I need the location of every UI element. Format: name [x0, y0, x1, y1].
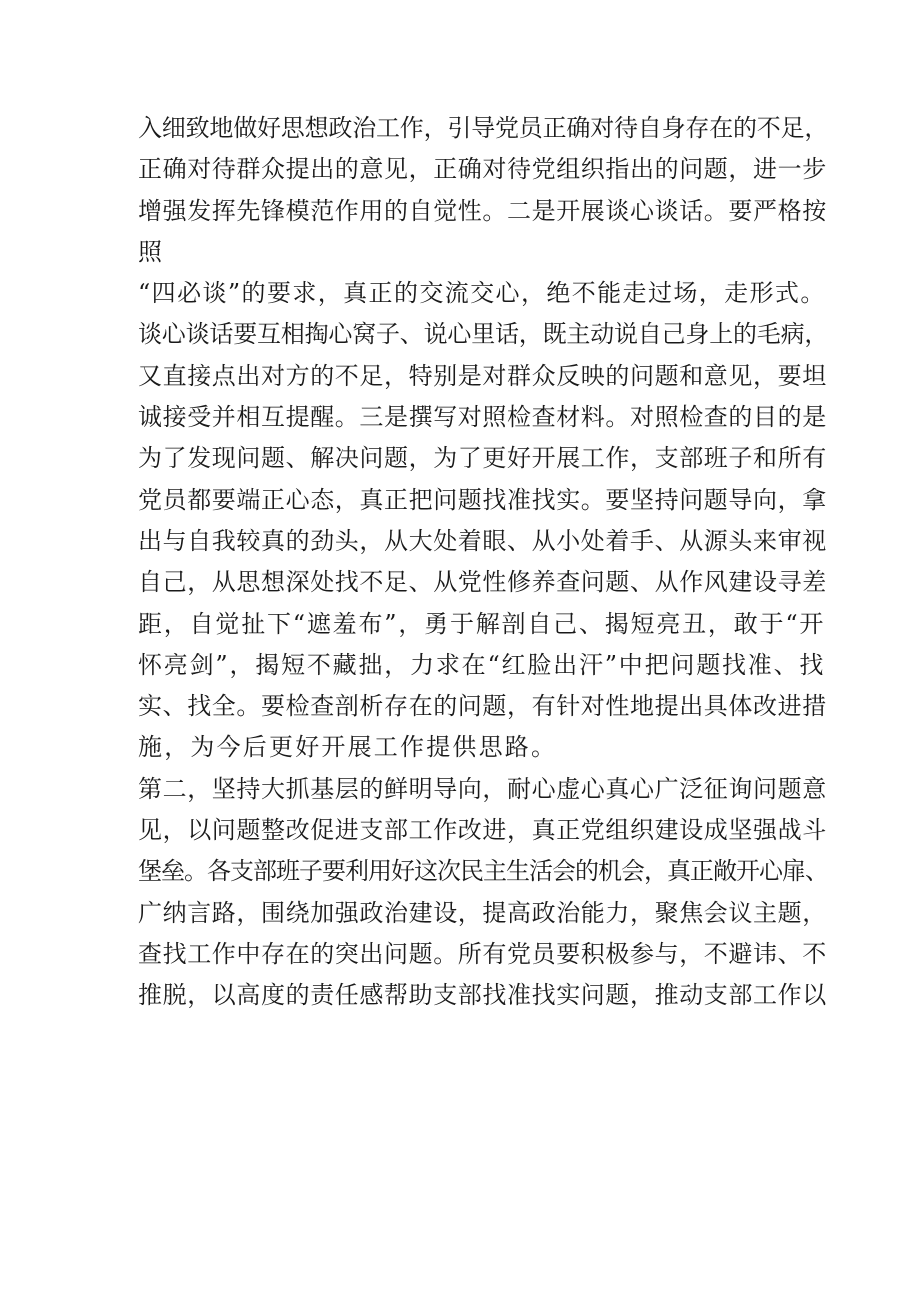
- text-line: 谈心谈话要互相掏心窝子、说心里话，既主动说自己身上的毛病，: [138, 320, 829, 349]
- text-line: 照: [138, 237, 165, 266]
- text-line: 施，为今后更好开展工作提供思路。: [138, 733, 558, 762]
- text-line: 距，自觉扯下“遮羞布”，勇于解剖自己、揭短亮丑，敢于“开: [138, 609, 826, 638]
- body-text: [138, 108, 829, 1017]
- text-line: 第二，坚持大抓基层的鲜明导向，耐心虚心真心广泛征询问题意: [138, 774, 827, 803]
- text-line: 推脱，以高度的责任感帮助支部找准找实问题，推动支部工作以: [138, 981, 827, 1010]
- text-line: 见，以问题整改促进支部工作改进，真正党组织建设成坚强战斗: [138, 816, 827, 845]
- text-line: 又直接点出对方的不足，特别是对群众反映的问题和意见，要坦: [138, 361, 827, 390]
- text-line: 查找工作中存在的突出问题。所有党员要积极参与，不避讳、不: [138, 939, 827, 968]
- text-line: “四必谈”的要求，真正的交流交心，绝不能走过场，走形式。: [138, 279, 826, 308]
- text-line: 堡垒。各支部班子要利用好这次民主生活会的机会，真正敞开心扉、: [138, 857, 828, 886]
- text-line: 广纳言路，围绕加强政治建设，提高政治能力，聚焦会议主题，: [138, 898, 827, 927]
- text-line: 为了发现问题、解决问题，为了更好开展工作，支部班子和所有: [138, 444, 827, 473]
- text-line: 实、找全。要检查剖析存在的问题，有针对性地提出具体改进措: [138, 692, 827, 721]
- text-line: 怀亮剑”，揭短不藏拙，力求在“红脸出汗”中把问题找准、找: [138, 650, 826, 679]
- text-line: 入细致地做好思想政治工作，引导党员正确对待自身存在的不足，: [138, 114, 829, 142]
- text-line: 党员都要端正心态，真正把问题找准找实。要坚持问题导向，拿: [138, 485, 827, 514]
- text-line: 正确对待群众提出的意见，正确对待党组织指出的问题，进一步: [138, 155, 827, 184]
- text-line: 增强发挥先锋模范作用的自觉性。二是开展谈心谈话。要严格按: [138, 196, 827, 225]
- text-line: 自己，从思想深处找不足、从党性修养查问题、从作风建设寻差: [138, 568, 827, 597]
- text-line: 出与自我较真的劲头，从大处着眼、从小处着手、从源头来审视: [138, 526, 827, 555]
- text-line: 诚接受并相互提醒。三是撰写对照检查材料。对照检查的目的是: [138, 403, 827, 432]
